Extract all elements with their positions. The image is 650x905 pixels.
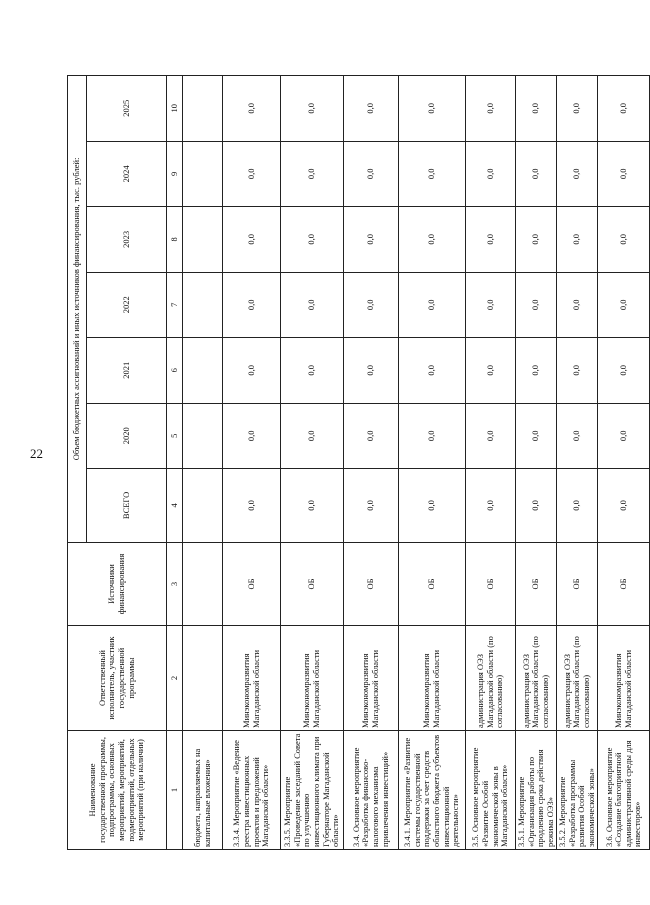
funding-value: 0,0 — [223, 76, 281, 142]
header-year: 2022 — [87, 272, 167, 337]
funding-value: 0,0 — [516, 76, 557, 142]
funding-source: ОБ — [466, 542, 516, 625]
funding-value: 0,0 — [399, 76, 466, 142]
funding-value: 0,0 — [281, 76, 344, 142]
header-year: 2023 — [87, 207, 167, 272]
funding-value: 0,0 — [466, 272, 516, 337]
funding-value: 0,0 — [344, 272, 399, 337]
funding-value: 0,0 — [281, 141, 344, 206]
funding-value: 0,0 — [557, 76, 598, 142]
funding-value: 0,0 — [223, 469, 281, 543]
activity-name: бюджета, направляемых на капитальные вложения» — [183, 730, 223, 849]
funding-value: 0,0 — [557, 338, 598, 403]
funding-value: 0,0 — [516, 207, 557, 272]
responsible-executor — [183, 626, 223, 731]
rotated-table-container — [67, 75, 643, 850]
column-number: 7 — [167, 272, 183, 337]
table-row — [399, 76, 466, 850]
responsible-executor: Минэкономразвития Магаданской области — [344, 626, 399, 731]
funding-value: 0,0 — [516, 272, 557, 337]
funding-value: 0,0 — [598, 76, 650, 142]
funding-value — [183, 338, 223, 403]
header-source: Источники финансирования — [68, 542, 167, 625]
responsible-executor: администрация ОЭЗ Магаданской области (по согласованию) — [466, 626, 516, 731]
table-row — [281, 76, 344, 850]
funding-value: 0,0 — [344, 207, 399, 272]
column-number: 4 — [167, 469, 183, 543]
funding-value — [183, 76, 223, 142]
header-name: Наименование государственной программы, подпрограммы, основных мероприятий, мероприятий, подмероприятий, отдельных мероприятий (при наличии) — [68, 730, 167, 849]
funding-value: 0,0 — [598, 141, 650, 206]
table-row — [557, 76, 598, 850]
header-year: 2020 — [87, 403, 167, 468]
funding-value: 0,0 — [223, 141, 281, 206]
table-row — [466, 76, 516, 850]
funding-value: 0,0 — [557, 272, 598, 337]
header-year: 2021 — [87, 338, 167, 403]
activity-name: 3.5. Основное мероприятие «Развитие Особой экономической зоны в Магаданской области» — [466, 730, 516, 849]
responsible-executor: администрация ОЭЗ Магаданской области (по согласованию) — [516, 626, 557, 731]
funding-value: 0,0 — [344, 403, 399, 468]
funding-value: 0,0 — [557, 207, 598, 272]
column-number: 5 — [167, 403, 183, 468]
funding-value — [183, 469, 223, 543]
funding-value: 0,0 — [466, 76, 516, 142]
responsible-executor: Минэкономразвития Магаданской области — [399, 626, 466, 731]
funding-source: ОБ — [516, 542, 557, 625]
funding-value: 0,0 — [466, 403, 516, 468]
column-number: 1 — [167, 730, 183, 849]
funding-source: ОБ — [557, 542, 598, 625]
funding-value: 0,0 — [344, 469, 399, 543]
activity-name: 3.6. Основное мероприятие «Создание благоприятной административной среды для инвесторов» — [598, 730, 650, 849]
header-funding-volume: Объем бюджетных ассигнований и иных источников финансирования, тыс. рублей: — [68, 76, 87, 543]
funding-value: 0,0 — [557, 141, 598, 206]
table-row — [516, 76, 557, 850]
responsible-executor: Минэкономразвития Магаданской области — [598, 626, 650, 731]
column-number: 2 — [167, 626, 183, 731]
funding-source: ОБ — [598, 542, 650, 625]
funding-value — [183, 272, 223, 337]
activity-name: 3.4. Основное мероприятие «Разработка финансово-налогового механизма привлечения инвестиций» — [344, 730, 399, 849]
funding-source: ОБ — [399, 542, 466, 625]
funding-value: 0,0 — [399, 272, 466, 337]
funding-table — [67, 75, 650, 850]
funding-source: ОБ — [344, 542, 399, 625]
funding-value — [183, 403, 223, 468]
funding-value: 0,0 — [223, 403, 281, 468]
funding-value: 0,0 — [466, 141, 516, 206]
funding-source: ОБ — [223, 542, 281, 625]
funding-value: 0,0 — [344, 76, 399, 142]
funding-value: 0,0 — [281, 207, 344, 272]
funding-value: 0,0 — [598, 403, 650, 468]
funding-source — [183, 542, 223, 625]
table-row — [598, 76, 650, 850]
funding-value: 0,0 — [399, 338, 466, 403]
column-number: 8 — [167, 207, 183, 272]
table-row — [183, 76, 223, 850]
funding-value: 0,0 — [399, 141, 466, 206]
table-row — [223, 76, 281, 850]
responsible-executor: Минэкономразвития Магаданской области — [223, 626, 281, 731]
activity-name: 3.5.1. Мероприятие «Организация работы по продлению срока действия режима ОЭЗ» — [516, 730, 557, 849]
funding-value: 0,0 — [223, 207, 281, 272]
funding-value: 0,0 — [466, 207, 516, 272]
responsible-executor: Минэкономразвития Магаданской области — [281, 626, 344, 731]
header-executor: Ответственный исполнитель, участник государственной программы — [68, 626, 167, 731]
funding-value: 0,0 — [281, 338, 344, 403]
funding-value: 0,0 — [516, 141, 557, 206]
activity-name: 3.4.1. Мероприятие «Развитие системы государственной поддержки за счет средств областного бюджета субъектов инвестиционной деятельности» — [399, 730, 466, 849]
column-number: 10 — [167, 76, 183, 142]
funding-value: 0,0 — [516, 403, 557, 468]
column-number: 3 — [167, 542, 183, 625]
header-year: 2025 — [87, 76, 167, 142]
funding-value: 0,0 — [399, 403, 466, 468]
funding-value: 0,0 — [598, 207, 650, 272]
funding-value: 0,0 — [223, 272, 281, 337]
header-year: 2024 — [87, 141, 167, 206]
column-number: 9 — [167, 141, 183, 206]
funding-value: 0,0 — [598, 469, 650, 543]
funding-value: 0,0 — [557, 469, 598, 543]
funding-value: 0,0 — [598, 272, 650, 337]
page-number: 22 — [30, 446, 43, 461]
funding-value: 0,0 — [466, 469, 516, 543]
activity-name: 3.3.4. Мероприятие «Ведение реестра инвестиционных проектов и предложений Магаданской области» — [223, 730, 281, 849]
funding-value: 0,0 — [399, 469, 466, 543]
funding-value: 0,0 — [281, 403, 344, 468]
funding-source: ОБ — [281, 542, 344, 625]
funding-value — [183, 207, 223, 272]
column-number: 6 — [167, 338, 183, 403]
activity-name: 3.3.5. Мероприятие «Проведение заседаний Совета по улучшению инвестиционного климата при Губернаторе Магаданской области» — [281, 730, 344, 849]
funding-value: 0,0 — [516, 338, 557, 403]
activity-name: 3.5.2. Мероприятие «Разработка программы развития Особой экономической зоны» — [557, 730, 598, 849]
funding-value: 0,0 — [281, 272, 344, 337]
funding-value: 0,0 — [557, 403, 598, 468]
funding-value: 0,0 — [399, 207, 466, 272]
funding-value: 0,0 — [344, 338, 399, 403]
funding-value: 0,0 — [466, 338, 516, 403]
funding-value — [183, 141, 223, 206]
funding-value: 0,0 — [516, 469, 557, 543]
funding-value: 0,0 — [598, 338, 650, 403]
header-total: ВСЕГО — [87, 469, 167, 543]
funding-value: 0,0 — [344, 141, 399, 206]
funding-value: 0,0 — [281, 469, 344, 543]
responsible-executor: администрация ОЭЗ Магаданской области (по согласованию) — [557, 626, 598, 731]
table-row — [344, 76, 399, 850]
funding-value: 0,0 — [223, 338, 281, 403]
